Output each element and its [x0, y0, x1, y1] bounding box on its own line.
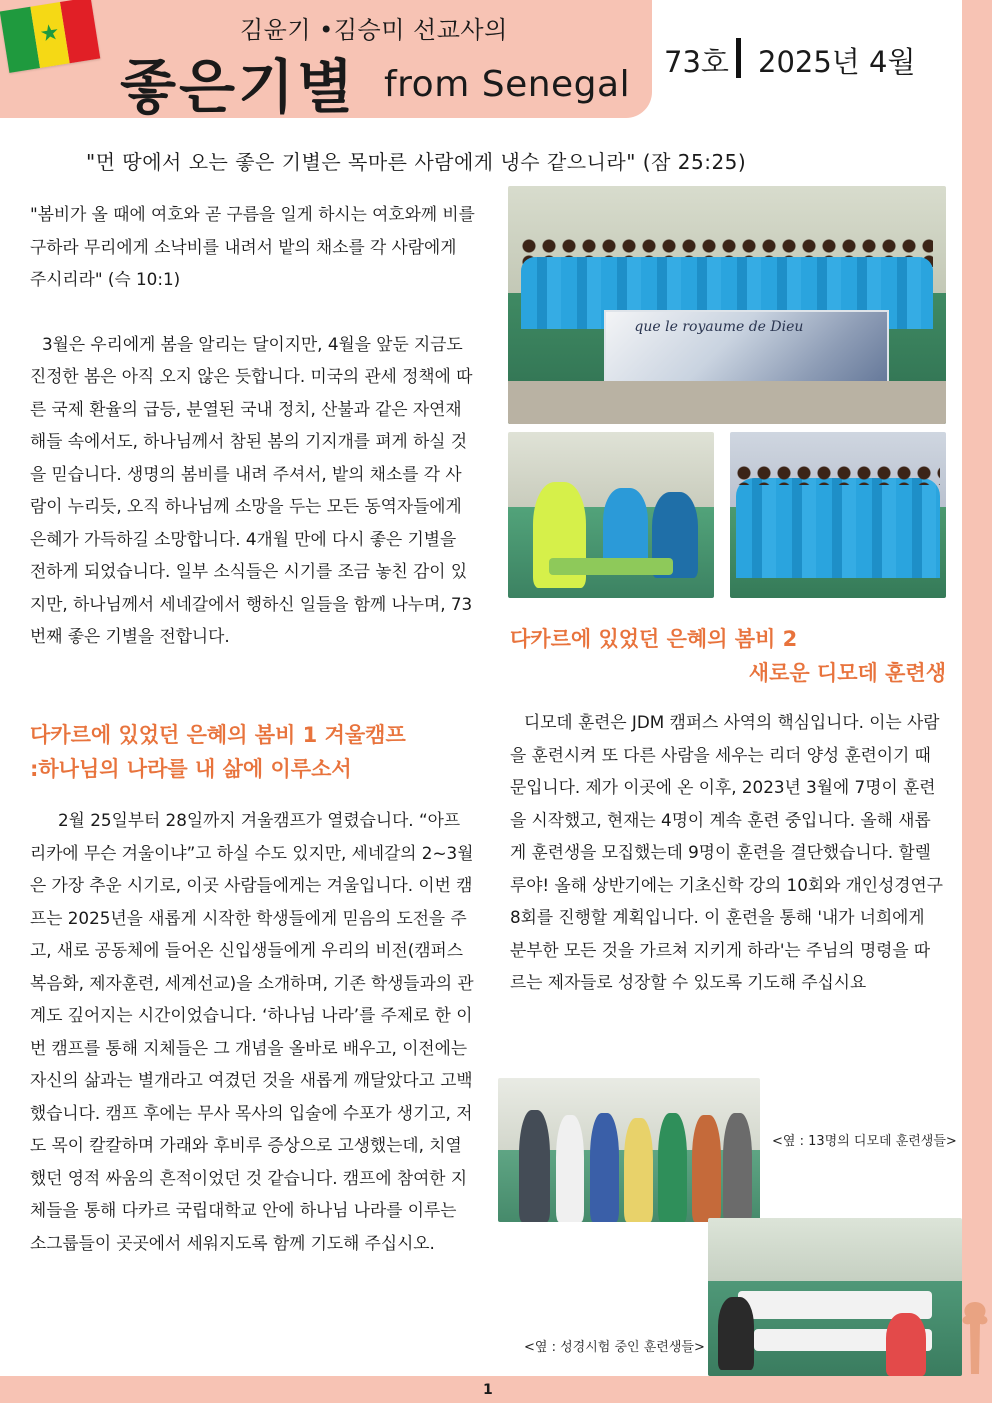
section2-body — [510, 706, 946, 999]
section1-body — [30, 804, 476, 1259]
section1-heading — [30, 718, 476, 786]
left-column — [30, 198, 476, 653]
issue-number: 73호 — [664, 45, 729, 79]
section2-heading — [510, 622, 946, 690]
section2-heading-line1: 다카르에 있었던 은혜의 봄비 2 — [510, 627, 798, 651]
newsletter-subtitle: 김윤기 •김승미 선교사의 — [240, 16, 508, 44]
timothy-trainees-photo — [498, 1078, 760, 1222]
section1-heading-line2: :하나님의 나라를 내 삶에 이루소서 — [30, 757, 352, 781]
baobab-tree-icon — [958, 1290, 992, 1380]
winter-camp-group-photo — [508, 186, 946, 424]
caption-trainees: <옆 : 13명의 디모데 훈련생들> — [772, 1134, 957, 1149]
newsletter-from: from Senegal — [384, 64, 631, 105]
caption-exam: <옆 : 성경시험 중인 훈련생들> — [524, 1340, 705, 1355]
camp-prayer-photo — [730, 432, 946, 598]
intro-paragraph: 3월은 우리에게 봄을 알리는 달이지만, 4월을 앞둔 지금도 진정한 봄은 아직 오지 않은 듯합니다. 미국의 관세 정책에 따른 국제 환율의 급등, 분열된 국내 정치, 산불과 같은 자연재해들 속에서도, 하나님께서 참된 봄의 기지개를 펴게 하실 것을 믿습니다. 생명의 봄비를 내려 주셔서, 밭의 채소를 각 사람이 누리듯, 오직 하나님께 소망을 두는 모든 동역자들에게 은혜가 가득하길 소망합니다. 4개월 만에 다시 좋은 기별을 전하게 되었습니다. 일부 소식들은 시기를 조금 놓친 감이 있지만, 하나님께서 세네갈에서 행하신 일들을 함께 나누며, 73번째 좋은 기별을 전합니다. — [30, 333, 473, 646]
section1-heading-line1: 다카르에 있었던 은혜의 봄비 1 겨울캠프 — [30, 723, 406, 747]
banner-text: que le royaume de Dieu — [634, 319, 804, 336]
newsletter-title: 좋은기별 — [120, 53, 357, 121]
section1-paragraph: 2월 25일부터 28일까지 겨울캠프가 열렸습니다. “아프리카에 무슨 겨울이냐”고 하실 수도 있지만, 세네갈의 2~3월은 가장 추운 시기로, 이곳 사람들에게는 겨울입니다. 이번 캠프는 2025년을 새롭게 시작한 학생들에게 믿음의 도전을 주고, 새로 공동체에 들어온 신입생들에게 우리의 비전(캠퍼스 복음화, 제자훈련, 세계선교)을 소개하며, 기존 학생들과의 관계도 깊어지는 시간이었습니다. ‘하나님 나라’를 주제로 한 이번 캠프를 통해 지체들은 그 개념을 올바로 배우고, 이전에는 자신의 삶과는 별개라고 여겼던 것을 새롭게 깨달았다고 고백했습니다. 캠프 후에는 무사 목사의 입술에 수포가 생기고, 저도 목이 칼칼하며 가래와 후비루 증상으로 고생했는데, 치열했던 영적 싸움의 흔적이었던 것 같습니다. 캠프에 참여한 지체들을 통해 다카르 국립대학교 안에 하나님 나라를 이루는 소그룹들이 곳곳에서 세워지도록 함께 기도해 주십시오. — [30, 810, 474, 1253]
opening-verse: "봄비가 올 때에 여호와 곧 구름을 일게 하시는 여호와께 비를 구하라 무리에게 소낙비를 내려서 밭의 채소를 각 사람에게 주시리라" (슥 10:1) — [30, 204, 475, 289]
camp-small-group-photo — [508, 432, 714, 598]
page-number: 1 — [483, 1382, 493, 1398]
header-verse: "먼 땅에서 오는 좋은 기별은 목마른 사람에게 냉수 같으니라" (잠 25:25) — [86, 150, 747, 174]
section2-heading-line2: 새로운 디모데 훈련생 — [748, 661, 946, 685]
bible-exam-photo — [708, 1218, 962, 1376]
issue-divider — [736, 38, 741, 78]
issue-date: 2025년 4월 — [758, 45, 916, 79]
section2-paragraph: 디모데 훈련은 JDM 캠퍼스 사역의 핵심입니다. 이는 사람을 훈련시켜 또 다른 사람을 세우는 리더 양성 훈련이기 때문입니다. 제가 이곳에 온 이후, 2023년 3월에 7명이 훈련을 시작했고, 현재는 4명이 계속 훈련 중입니다. 올해 새롭게 훈련생을 모집했는데 9명이 훈련을 결단했습니다. 할렐루야! 올해 상반기에는 기초신학 강의 10회와 개인성경연구 8회를 진행할 계획입니다. 이 훈련을 통해 '내가 너희에게 분부한 모든 것을 가르쳐 지키게 하라'는 주님의 명령을 따르는 제자들로 성장할 수 있도록 기도해 주십시요 — [510, 712, 943, 992]
senegal-flag-icon: ★ — [0, 0, 100, 73]
